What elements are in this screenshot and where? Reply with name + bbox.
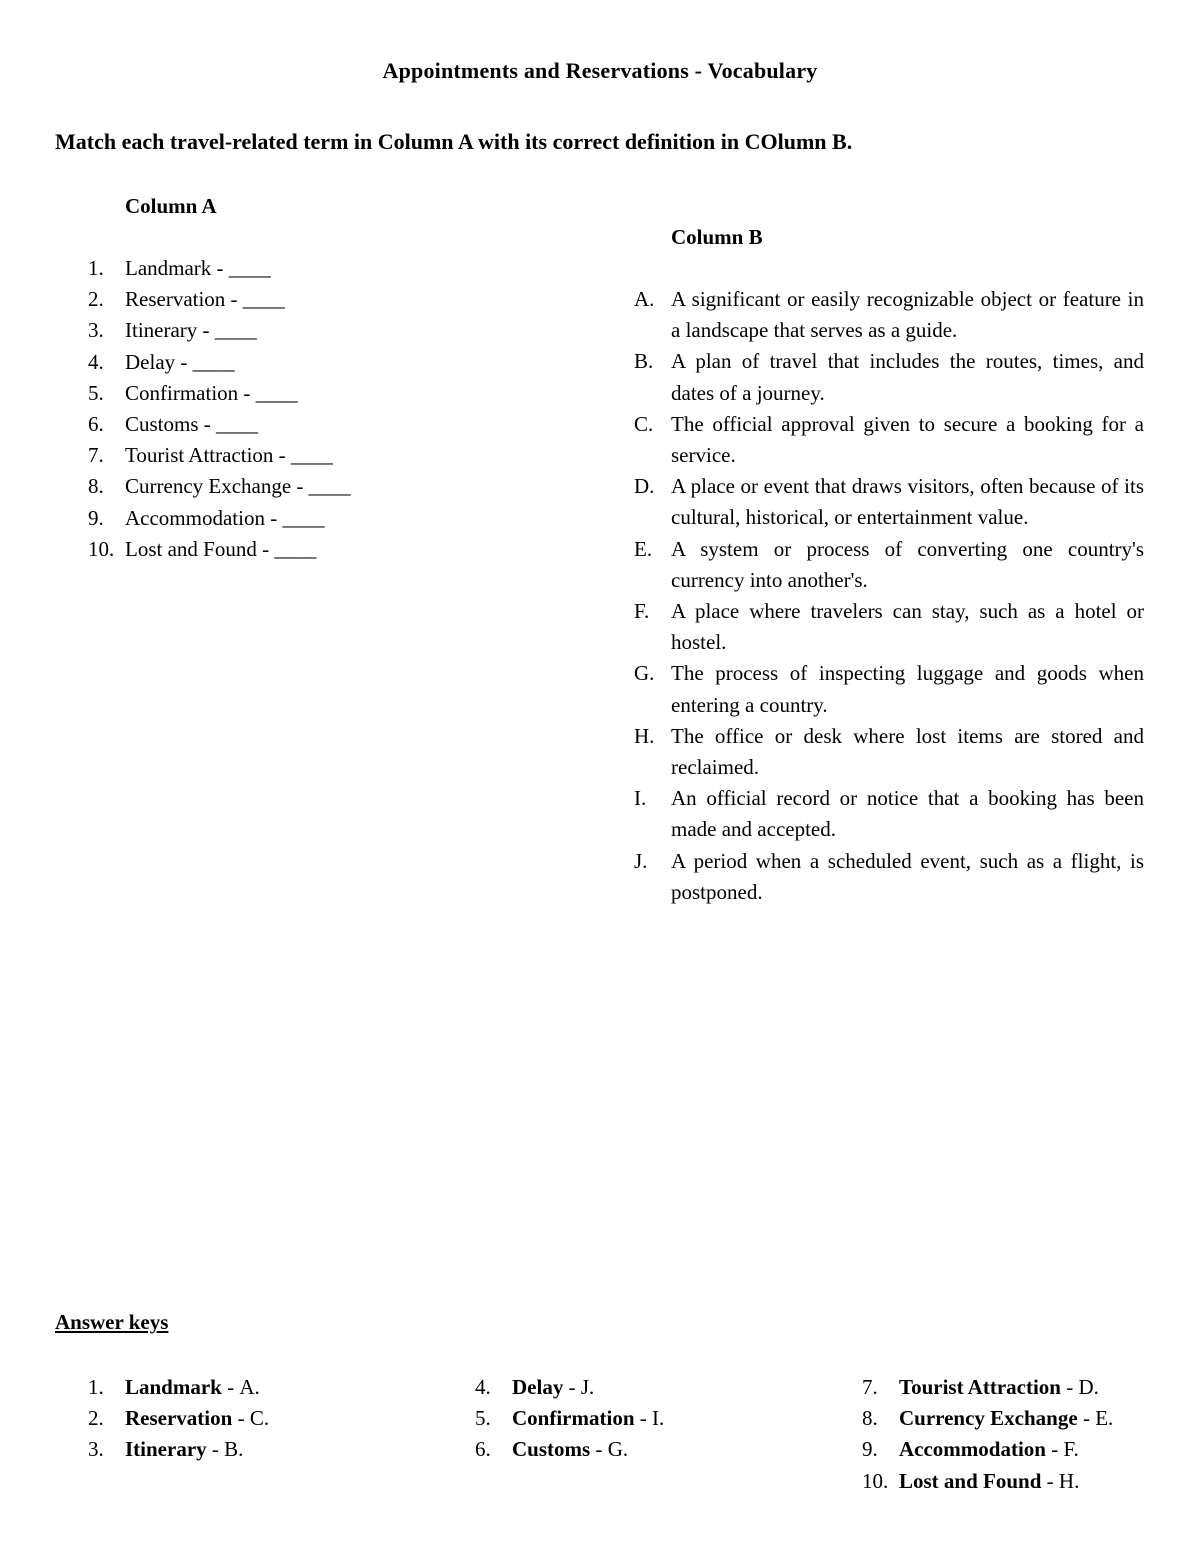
item-definition: An official record or notice that a booking has been made and accepted. (671, 786, 1144, 842)
answer-term: Delay (512, 1375, 564, 1399)
list-item (634, 346, 1144, 408)
answer-keys-column-2 (475, 1372, 664, 1466)
list-item (88, 471, 351, 502)
list-item: 2. Reservation - C. (88, 1403, 269, 1434)
item-definition: The office or desk where lost items are stored and reclaimed. (671, 723, 1144, 780)
list-item (88, 534, 351, 565)
list-item (88, 409, 351, 440)
answer-keys-heading: Answer keys (55, 1310, 169, 1334)
item-number: 1. (88, 1375, 104, 1399)
item-number: 10. (88, 536, 115, 561)
answer-value: I. (652, 1406, 665, 1431)
instructions: Match each travel-related term in Column A with its correct definition in COlumn B. (55, 129, 853, 154)
item-text: Itinerary - ____ (125, 318, 257, 343)
item-number: 6. (88, 411, 104, 436)
item-number: 5. (88, 380, 104, 405)
item-number: 2. (88, 1406, 104, 1431)
list-item: 6. Customs - G. (475, 1434, 664, 1465)
item-letter: A. (634, 287, 655, 311)
item-letter: J. (634, 848, 648, 873)
answer-value: D. (1078, 1375, 1099, 1399)
item-text: Currency Exchange - ____ (125, 474, 351, 499)
list-item (634, 658, 1144, 720)
item-definition: A place where travelers can stay, such as a hotel or hostel. (671, 599, 1144, 655)
answer-value: H. (1058, 1468, 1080, 1493)
list-item (634, 534, 1144, 596)
list-item (88, 315, 351, 346)
list-item (88, 440, 351, 471)
list-item: 10. Lost and Found - H. (862, 1466, 1113, 1497)
list-item (634, 596, 1144, 658)
item-number: 4. (475, 1375, 491, 1399)
list-item (634, 846, 1144, 908)
item-letter: D. (634, 474, 655, 499)
item-text: Confirmation - ____ (125, 380, 298, 405)
item-definition: A plan of travel that includes the routes, times, and dates of a journey. (671, 349, 1144, 405)
list-item: 8. Currency Exchange - E. (862, 1403, 1113, 1434)
item-text: Lost and Found - ____ (125, 536, 317, 561)
list-item (634, 284, 1144, 346)
answer-term: Reservation (125, 1406, 233, 1431)
answer-term: Customs (512, 1437, 591, 1462)
list-item (634, 721, 1144, 783)
item-number: 8. (862, 1406, 878, 1431)
answer-term: Itinerary (125, 1437, 207, 1462)
column-a-list (88, 253, 351, 565)
item-number: 6. (475, 1437, 491, 1462)
item-number: 5. (475, 1406, 491, 1431)
column-b-heading: Column B (671, 225, 763, 249)
answer-value: B. (224, 1437, 244, 1462)
list-item: 9. Accommodation - F. (862, 1434, 1113, 1465)
answer-term: Accommodation (899, 1437, 1046, 1462)
answer-value: J. (580, 1375, 595, 1399)
item-letter: H. (634, 723, 655, 748)
item-definition: A system or process of converting one country's currency into another's. (671, 536, 1144, 592)
item-number: 3. (88, 1437, 104, 1462)
answer-term: Lost and Found (899, 1468, 1042, 1493)
item-letter: C. (634, 411, 654, 436)
item-definition: The official approval given to secure a booking for a service. (671, 411, 1144, 468)
answer-value: E. (1095, 1406, 1114, 1431)
item-letter: E. (634, 536, 653, 561)
list-item (88, 347, 351, 378)
item-definition: A place or event that draws visitors, often because of its cultural, historical, or entertainment value. (671, 474, 1144, 530)
list-item (88, 284, 351, 315)
list-item: 5. Confirmation - I. (475, 1403, 664, 1434)
list-item: 1. Landmark - A. (88, 1372, 269, 1403)
item-definition: A significant or easily recognizable object or feature in a landscape that serves as a guide. (671, 287, 1144, 343)
item-number: 2. (88, 287, 104, 312)
list-item (88, 253, 351, 284)
page-title: Appointments and Reservations - Vocabulary (382, 58, 818, 83)
item-number: 7. (88, 443, 104, 468)
answer-term: Landmark (125, 1375, 222, 1399)
item-text: Tourist Attraction - ____ (125, 443, 333, 468)
item-text: Landmark - ____ (125, 256, 271, 280)
list-item (634, 409, 1144, 471)
item-number: 4. (88, 349, 104, 374)
answer-keys-column-3 (862, 1372, 1113, 1497)
item-text: Delay - ____ (125, 349, 235, 374)
column-a-heading: Column A (125, 194, 217, 218)
item-number: 3. (88, 318, 104, 343)
answer-term: Confirmation (512, 1406, 635, 1431)
item-number: 9. (88, 505, 104, 530)
item-number: 1. (88, 256, 104, 280)
item-number: 9. (862, 1437, 878, 1462)
column-b-list (634, 284, 1144, 908)
list-item: 3. Itinerary - B. (88, 1434, 269, 1465)
answer-value: A. (239, 1375, 260, 1399)
list-item (634, 471, 1144, 533)
item-text: Customs - ____ (125, 411, 259, 436)
list-item: 7. Tourist Attraction - D. (862, 1372, 1113, 1403)
item-letter: B. (634, 349, 654, 374)
list-item (88, 503, 351, 534)
answer-term: Tourist Attraction (899, 1375, 1061, 1399)
item-letter: I. (634, 786, 647, 811)
item-text: Accommodation - ____ (125, 505, 325, 530)
item-number: 10. (862, 1468, 889, 1493)
item-definition: The process of inspecting luggage and goods when entering a country. (671, 661, 1144, 717)
answer-term: Currency Exchange (899, 1406, 1078, 1431)
list-item: 4. Delay - J. (475, 1372, 664, 1403)
item-number: 8. (88, 474, 104, 499)
answer-value: G. (607, 1437, 629, 1462)
answer-value: F. (1063, 1437, 1079, 1462)
item-letter: G. (634, 661, 655, 686)
list-item (634, 783, 1144, 845)
item-number: 7. (862, 1375, 878, 1399)
item-definition: A period when a scheduled event, such as a flight, is postponed. (671, 848, 1144, 904)
item-text: Reservation - ____ (125, 287, 285, 312)
list-item (88, 378, 351, 409)
item-letter: F. (634, 599, 650, 624)
answer-value: C. (249, 1406, 270, 1431)
answer-keys-column-1 (88, 1372, 269, 1466)
